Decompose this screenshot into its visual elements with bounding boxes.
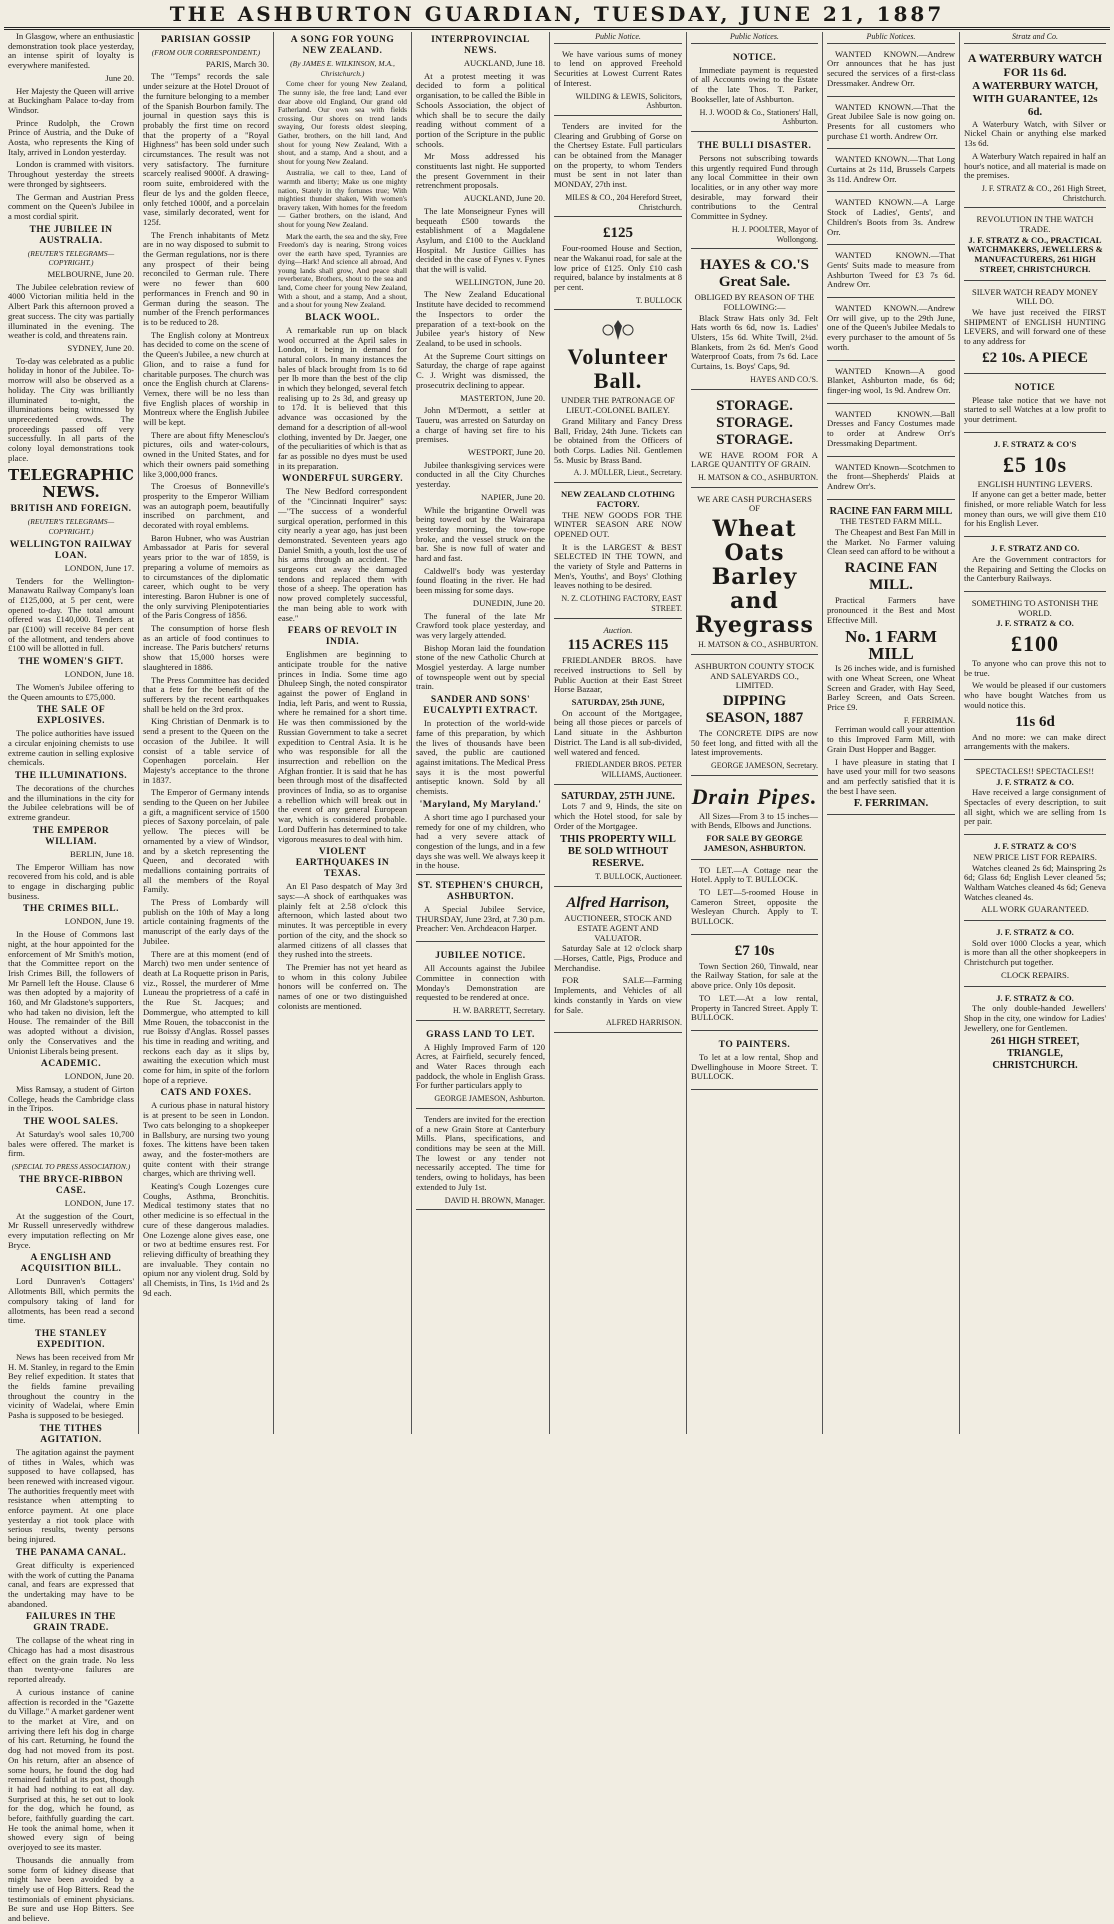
headline: THE WOMEN'S GIFT. <box>18 657 124 668</box>
price: £5 10s <box>1002 451 1068 477</box>
ad-title: DIPPING SEASON, 1887 <box>705 692 804 726</box>
ad-text: WANTED KNOWN.—That the Great Jubilee Sale is now going on. Presents for all customers who purchase £1 worth. Andrew Orr. <box>827 101 955 141</box>
hinds-ad <box>554 788 682 888</box>
column-8 <box>960 32 1110 1434</box>
article-text: The late Monseigneur Fynes will bequeath £500 towards the establishment of a Magdalene Asylum, and £100 to the Auckland Hospital. Mr Justice Gillies has decided in the case of Fynes v. Fynes that the will is valid. <box>416 205 545 275</box>
ad-text: The only double-handed Jewellers' Shop in the city, one window for Ladies' Jewellery, one for Gentlemen. <box>964 1003 1106 1033</box>
price: £7 10s <box>734 942 775 959</box>
ad-text: TO LET—5-roomed House in Cameron Street, opposite the Wesleyan Church. Apply to T. BULLOCK. <box>691 886 818 927</box>
ad-text: I have pleasure in stating that I have used your mill for two seasons and am perfectly satisfied that it is the best I have seen. <box>827 756 955 796</box>
article-text: Bishop Moran laid the foundation stone of the new Catholic Church at Mosgiel yesterday. A large number of townspeople went out by special train. <box>416 642 545 692</box>
ad-text: Are the Government contractors for the Repairing and Setting the Clocks on the Canterbury Railways. <box>964 553 1106 584</box>
auction-date: SATURDAY, 25th JUNE, <box>571 697 665 708</box>
dateline: LONDON, June 20. <box>64 1071 134 1082</box>
dateline: LONDON, June 18. <box>64 669 134 680</box>
column-6 <box>687 32 823 1434</box>
ad-title: RACINE FAN FARM MILL <box>829 505 953 517</box>
ad-text: Black Straw Hats only 3d. Felt Hats worth 6s 6d, now 1s. Ladies' Ulsters, 15s 6d. White Twill, 2¼d. Blankets, from 2s 6d. Men's Good Waterproof Coats, from 7s 6d. Lace Curtains, 1s. Boys' Caps, 9d. <box>691 312 818 372</box>
ad-title: Alfred Harrison, <box>566 895 670 912</box>
ad-text: TO LET.—At a low rental, Property in Tancred Street. Apply T. BULLOCK. <box>691 992 818 1023</box>
article-text: The decorations of the churches and the illuminations in the city for the Jubilee celebrations will be of extreme grandeur. <box>8 783 134 823</box>
signature: GEORGE JAMESON, Ashburton. <box>434 1094 545 1104</box>
ad-title: HAYES & CO.'S Great Sale. <box>699 257 810 291</box>
racine-ad <box>827 503 955 815</box>
headline: PARISIAN GOSSIP <box>161 35 251 45</box>
price: £125 <box>603 225 633 242</box>
ad-text: Saturday Sale at 12 o'clock sharp —Horses, Cattle, Pigs, Produce and Merchandise. <box>554 943 682 973</box>
article-text: The Jubilee celebration review of 4000 Victorian militia held in the Albert Park this afternoon proved a great success. The city was partially illuminated in the evening. The weather is cold, and threatens rain. <box>8 281 134 341</box>
section-subtitle: BRITISH AND FOREIGN. <box>10 504 132 515</box>
ad-title: J. F. STRATZ & CO. <box>996 618 1074 629</box>
ad-subtitle: NEW PRICE LIST FOR REPAIRS. <box>973 851 1097 862</box>
wanted-ad <box>827 248 955 298</box>
ad-text: Please take notice that we have not started to sell Watches at a low profit to your detriment. <box>964 394 1106 425</box>
repairs-ad <box>964 838 1106 921</box>
signature: F. FERRIMAN. <box>853 797 929 810</box>
ad-title: NEW ZEALAND CLOTHING FACTORY. <box>561 489 675 509</box>
ad-text: FRIEDLANDER BROS. have received instructions to Sell by Public Auction at their East Street Horse Bazaar, <box>554 655 682 695</box>
ad-text: Four-roomed House and Section, near the Wakanui road, for sale at the low price of £125. Only £10 cash required, balance by instalments at 8 per cent. <box>554 243 682 293</box>
ad-text: Have received a large consignment of Spectacles of every description, to suit all sight, which we are selling from 1s per pair. <box>964 787 1106 827</box>
article-text: In the House of Commons last night, at the hour appointed for the enforcement of Mr Smith's motion, that the Committee report on the Irish Crimes Bill, the followers of Mr Parnell left the House. Clause 6 was then adopted by a majority of 160, and Mr Gladstone's supporters, who had taken no division, left the House. The remainder of the Bill was adopted without a division, only the Conservatives and the Unionist Liberals being present. <box>8 929 134 1056</box>
bulli-ad <box>691 135 818 249</box>
ad-title: J. F. STRATZ & CO'S <box>993 841 1077 852</box>
dateline: LONDON, June 19. <box>64 916 134 927</box>
article-text: At the suggestion of the Court, Mr Russell unreservedly withdrew every imputation reflecting on Mr Bryce. <box>8 1210 134 1250</box>
headline: VIOLENT EARTHQUAKES IN TEXAS. <box>295 847 390 880</box>
headline: THE JUBILEE IN AUSTRALIA. <box>29 224 113 246</box>
article-text: Prince Rudolph, the Crown Prince of Austria, and the Duke of Aosta, who represents the King of Italy, arrived in London yesterday. <box>8 117 134 157</box>
article-text: Tenders for the Wellington-Manawatu Railway Company's loan of £125,000, at 5 per cent, were opened to-day. The total amount offered was £140,000. Tenders at par (£100) will receive 84 per cent of the allotment, and tenders above £100 will be allotted in full. <box>8 575 134 654</box>
ad-text: Ferriman would call your attention to this Improved Farm Mill, with Grain Dust Hopper and Bagger. <box>827 724 955 754</box>
article-text: The Press of Lombardy will publish on the 10th of May a long article containing fragments of the manuscript of the early days of the Jubilee. <box>143 897 269 946</box>
grain-ad <box>691 491 818 655</box>
dateline: AUCKLAND, June 20. <box>463 193 545 204</box>
ad-text: To let at a low rental, Shop and Dwellinghouse in Moore Street. T. BULLOCK. <box>691 1051 818 1082</box>
ad-title: J. F. STRATZ & CO. <box>996 992 1074 1003</box>
article-text: Her Majesty the Queen will arrive at Buckingham Palace to-day from Windsor. <box>8 85 134 115</box>
ad-text: Is 26 inches wide, and is furnished with one Wheat Screen, one Wheat Screen and Grader, with Hay Seed, Barley Screen, and Oats Screen. Price £9. <box>827 663 955 713</box>
article-text: Mr Moss addressed his constituents last night. He supported the present Government in their retrenchment proposals. <box>416 151 545 191</box>
signature: J. F. STRATZ & CO., 261 High Street, Christchurch. <box>981 183 1106 203</box>
article-text: The Press Committee has decided that a fete for the benefit of the sufferers by the recent earthquakes shall be held on the 3rd prox. <box>143 674 269 714</box>
jubilee-notice <box>416 945 545 1021</box>
headline: FAILURES IN THE GRAIN TRADE. <box>25 1612 117 1634</box>
ad-text: FOR SALE—Farming Implements, and Vehicles of all kinds constantly in Yards on view for Sale. <box>554 975 682 1015</box>
signature: FOR SALE BY GEORGE JAMESON, ASHBURTON. <box>703 833 806 853</box>
article-text: In Glasgow, where an enthusiastic demonstration took place yesterday, an intense spirit of loyalty is everywhere manifested. <box>8 31 134 71</box>
article-text: Jubilee thanksgiving services were conducted in all the City Churches yesterday. <box>416 459 545 490</box>
column-heading: Stratz and Co. <box>964 32 1106 44</box>
headline: THE TITHES AGITATION. <box>39 1423 103 1445</box>
column-7 <box>823 32 960 1434</box>
headline: THE STANLEY EXPEDITION. <box>34 1328 108 1350</box>
headline: THE SALE OF EXPLOSIVES. <box>36 705 106 727</box>
price: £100 <box>1011 631 1059 657</box>
ad-title: J. F. STRATZ & CO'S <box>993 438 1077 449</box>
article-text: A curious phase in natural history is at present to be seen in London. Two cats belonging to a shopkeeper in Ballsbury, are nursing two young foxes. The kittens have been taken away, and the foster-mothers are quite content with their strange charges, which are thriving well. <box>143 1100 269 1179</box>
ad-title: J. F. STRATZ AND CO. <box>990 543 1080 554</box>
ad-text: A Waterbury Watch repaired in half an hour's notice, and all material is made on the premises. <box>964 150 1106 181</box>
headline: GRASS LAND TO LET. <box>426 1029 535 1040</box>
headline: ST. STEPHEN'S CHURCH, ASHBURTON. <box>417 881 544 903</box>
acres-title: 115 ACRES 115 <box>567 637 669 654</box>
loan-ad <box>554 47 682 116</box>
notice-ad <box>964 377 1106 433</box>
headline: THE PANAMA CANAL. <box>15 1547 127 1558</box>
grass-notice <box>416 1024 545 1109</box>
ad-title: Wheat Oats Barley and Ryegrass <box>695 516 814 639</box>
ad-text: WANTED KNOWN.—Andrew Orr announces that he has just secured the services of a first-class Dressmaker. Andrew Orr. <box>827 48 955 88</box>
poem-stanza: Come cheer for young New Zealand, The sunny isle, the free land; Land ever dear above old England, Our grand old Fatherland. Our own sea with fields crossing, Our shores on trend lands swaying, Our forests oldest sleeping, Gather, brothers, on the hill land, And shout for young New Zealand, With a shout, and a stamp, And a shout, and a shout for young New Zealand. <box>278 79 407 166</box>
headline: THE CRIMES BILL. <box>23 904 119 915</box>
notice-text: A Highly Improved Farm of 120 Acres, at Fairfield, securely fenced, and Water Races through each paddock, the whole in English Grass. For further particulars apply to <box>416 1041 545 1091</box>
article-text: Englishmen are beginning to anticipate trouble for the native princes in India. Some time ago Dhuleep Singh, the noted conspirator against the power of England in India, left Paris, and went to Russia, where he remained for a short time. He was then commissioned by the Russian Government to take a secret expedition to Central Asia. It is he who was responsible for all the insurrection and rebellion on the Afghan frontier. It is said that he has been through most of the disaffected provinces of India, so as to organise a rebellion which will break out in the event of any general European war, which is considered probable. Lord Dufferin has determined to take vigorous measures to deal with him. <box>278 649 407 844</box>
headline: THE EMPEROR WILLIAM. <box>32 825 110 847</box>
wanted-ad <box>827 301 955 361</box>
byline: (FROM OUR CORRESPONDENT.) <box>151 48 261 57</box>
headline: BLACK WOOL. <box>305 312 380 323</box>
article-text: The funeral of the late Mr Crawford took place yesterday, and was very largely attended. <box>416 610 545 640</box>
wanted-ad <box>827 152 955 192</box>
ad-title: A WATERBURY WATCH FOR 11s 6d. <box>967 50 1103 79</box>
headline: THE BULLI DISASTER. <box>697 140 812 151</box>
ad-subtitle: UNDER THE PATRONAGE OF LIEUT.-COLONEL BAILEY. <box>561 395 675 416</box>
article-text: At the Supreme Court sittings on Saturday, the charge of rape against C. J. Wright was dismissed, the prosecutrix declining to appear. <box>416 350 545 390</box>
notice-text: A Special Jubilee Service, THURSDAY, June 23rd, at 7.30 p.m. Preacher: Ven. Archdeacon Harper. <box>416 904 545 934</box>
signature: DAVID H. BROWN, Manager. <box>444 1195 545 1205</box>
wanted-ad <box>827 407 955 457</box>
article-text: The police authorities have issued a circular enjoining chemists to use extreme caution in selling explosive chemicals. <box>8 728 134 768</box>
poem-stanza: Mark the earth, the sea and the sky, Free Freedom's day is nearing, Strong voices over the earth have sped, Tyrannies are dying—Hark! And science all abroad, And young lands shall grow, And peace shall reverberate, Brothers, shout to the sea and land, Come cheer for young New Zealand, With a shout, and a stamp, And a shout, and a shout for young New Zealand. <box>278 231 407 310</box>
dateline: PARIS, March 30. <box>205 58 269 69</box>
ad-text: WANTED KNOWN.—Andrew Orr will give, up to the 29th June, one of the Queen's Jubilee Medals to every purchaser to the amount of 5s worth. <box>827 303 955 352</box>
byline: (By JAMES E. WILKINSON, M.A., Christchurch.) <box>290 59 395 78</box>
signature: MILES & CO., 204 Hereford Street, Christchurch. <box>565 192 682 212</box>
column-3 <box>274 32 412 1434</box>
article-text: There are at this moment (end of March) two men under sentence of death at La Roquette prison in Paris, viz., Rossel, the murderer of Mme Luneau the proprietress of a café in the Rue St. Jacques; and Dommergue, who attempted to kill Mme Rouen, the tobacconist in the rue Boissy d'Anglas. Rossel passes his time in reading and writing, and reckons each day as it slips by, awaiting the execution which must come for him, in spite of the forlorn hope of a reprieve. <box>143 948 269 1085</box>
ad-text: Tenders are invited for the Clearing and Grubbing of Gorse on the Chertsey Estate. Full particulars can be obtained from the Manager on the property, to whom Tenders must be sent in not later than MONDAY, 27th inst. <box>554 120 682 190</box>
copyright-line: (REUTER'S TELEGRAMS—COPYRIGHT.) <box>27 248 115 268</box>
tenders-notice <box>416 1112 545 1210</box>
hayes-ad <box>691 252 818 389</box>
notice-ad <box>691 47 818 132</box>
ad-title: No. 1 FARM MILL <box>845 627 937 664</box>
signature: H. W. BARRETT, Secretary. <box>453 1005 545 1015</box>
article-text: A short time ago I purchased your remedy for one of my children, who had a very severe attack of congestion of the lungs, and in a few days she was well. We always keep it in the house. <box>416 811 545 871</box>
article-text: The German and Austrian Press comment on the Queen's Jubilee in a most cordial spirit. <box>8 191 134 221</box>
ad-emphasis: THIS PROPERTY WILL BE SOLD WITHOUT RESERVE. <box>560 834 676 870</box>
ad-text: Immediate payment is requested of all Accounts owing to the Estate of the late Thos. T. Parker, Bookseller, late of Ashburton. <box>691 64 818 104</box>
ad-subtitle: WE ARE CASH PURCHASERS OF <box>697 493 812 514</box>
article-text: John M'Dermott, a settler at Taueru, was arrested on Saturday on a charge of having set fire to his premises. <box>416 405 545 445</box>
signature: WILDING & LEWIS, Solicitors, Ashburton. <box>575 91 682 111</box>
article-text: The collapse of the wheat ring in Chicago has had a most disastrous effect on the grain trade. No less than twenty-one failures are reported already. <box>8 1635 134 1685</box>
article-text: While the brigantine Orwell was being towed out by the Wairarapa yesterday morning, the tow-rope broke, and the vessel struck on the bar. She is now full of water and hard and fast. <box>416 504 545 564</box>
signature: N. Z. CLOTHING FACTORY, EAST STREET. <box>561 594 682 613</box>
article-text: At a protest meeting it was decided to form a political organisation, to be called the Bible in Schools Association, the object of which shall be to secure the daily reading without comment of a portion of the Scripture in the public schools. <box>416 70 545 149</box>
dateline: NAPIER, June 20. <box>481 491 545 502</box>
ad-title: J. F. STRATZ & CO., PRACTICAL WATCHMAKERS, JEWELLERS & MANUFACTURERS, 261 HIGH STREET, CHRISTCHURCH. <box>967 234 1103 274</box>
article-text: The Emperor of Germany intends sending to the Queen on her Jubilee a gift, a magnificent service of 1500 pieces of Saxony porcelain, of pale yellow. The pieces will be ornamented by a view of Windsor, and by a sketch representing the Queen, and decorated with medallions containing portraits of all the members of the Royal Family. <box>143 787 269 895</box>
tenders-ad <box>554 119 682 217</box>
article-text: The French inhabitants of Metz are in no way disposed to submit to the German regulations, nor is there any prospect of their being reconciled to German rule. There were no fewer than 600 performances in French and 90 in German during the season. The number of the French performances is to be reduced to 28. <box>143 229 269 327</box>
signature: ALFRED HARRISON. <box>605 1018 682 1028</box>
ad-subtitle: THE TESTED FARM MILL. <box>840 516 942 527</box>
wanted-ad <box>827 195 955 245</box>
dateline: WESTPORT, June 20. <box>467 447 545 458</box>
signature: T. BULLOCK, Auctioneer. <box>595 872 682 882</box>
ad-title: SATURDAY, 25TH JUNE. <box>561 790 675 802</box>
article-text: Miss Ramsay, a student of Girton College, heads the Cambridge class in the Tripos. <box>8 1083 134 1114</box>
ad-text: Watches cleaned 2s 6d; Mainspring 2s 6d; Glass 6d; English Lever cleaned 5s; Waltham Watches cleaned 4s 6d; Geneva Watches cleaned 4s. <box>964 862 1106 902</box>
headline: JUBILEE NOTICE. <box>435 951 526 962</box>
column-heading: Public Notices. <box>827 32 955 44</box>
article-text: To-day was celebrated as a public holiday in honor of the Jubilee. To-morrow will also be observed as a holiday. The City was brilliantly illuminated to-night, the illuminations being witnessed by unprecedented crowds. The proceedings passed off very successfully. In all parts of the colony loyal demonstrations took place. <box>8 355 134 463</box>
ad-subtitle: ASHBURTON COUNTY STOCK AND SALEYARDS CO., LIMITED. <box>694 660 815 691</box>
article-text: At Saturday's wool sales 10,700 bales were offered. The market is firm. <box>8 1129 134 1159</box>
column-2 <box>139 32 274 1434</box>
ad-text: On account of the Mortgagee, being all those pieces or parcels of Land situate in the Ashburton District. The Land is all sub-divided, well watered and fenced. <box>554 707 682 757</box>
article-text: Lord Dunraven's Cottagers' Allotments Bill, which permits the compulsory taking of land for allotments, has been read a second time. <box>8 1276 134 1326</box>
ad-text: Persons not subscribing towards this urgently required Fund through any local Committee in their own localities, or in any other way more desirable, may forward their contributions to the Central Committee in Sydney. <box>691 152 818 222</box>
headline: THE BRYCE-RIBBON CASE. <box>18 1174 123 1196</box>
article-text: Baron Hubner, who was Austrian Ambassador at Paris for several years prior to the war of 1859, is preparing a volume of memoirs as to circumstances of the diplomatic career, which ought to be very interesting. Baron Hubner is one of the only surviving Plenipotentiaries of the Paris Congress of 1856. <box>143 532 269 621</box>
headline: WONDERFUL SURGERY. <box>281 474 404 485</box>
masthead-rule-2 <box>4 29 1110 30</box>
dateline: LONDON, June 17. <box>64 1197 134 1208</box>
revolution-ad <box>964 211 1106 280</box>
article-text: There are about fifty Menesclou's pictures, oils and water-colours, owned in the United States, and for which their owners paid something like 3,000,000 francs. <box>143 429 269 479</box>
ad-text: WANTED Known—Scotchmen to the front—Shepherds' Plaids at Andrew Orr's. <box>827 461 955 491</box>
article-text: Caldwell's body was yesterday found floating in the river. He had been missing for some days. <box>416 565 545 596</box>
headline: FEARS OF REVOLT IN INDIA. <box>287 626 398 648</box>
article-text: The English colony at Montreux has decided to come on the scene of the Queen's Jubilee, a new church at Glion, and to raise a fund for charitable purposes. The church was once the English church at Clarens-Vernex, there will be no less than five English places of worship in Montreux where the English Jubilee will be kept. <box>143 329 269 428</box>
painters-ad <box>691 1034 818 1090</box>
article-text: Keating's Cough Lozenges cure Coughs, Asthma, Bronchitis. Medical testimony states that no other medicine is so effectual in the cure of these dangerous maladies. One Lozenge alone gives ease, one or two at bedtime ensures rest. For relieving difficulty of breathing they are invaluable. They contain no opium nor any violent drug. Sold by all Chemists, in Tins, 1s 1½d and 2s 9d each. <box>143 1181 269 1298</box>
signature: H. J. WOOD & Co., Stationers' Hall, Ashburton. <box>699 107 818 127</box>
article-text: London is crammed with visitors. Throughout yesterday the streets were thronged by sightseers. <box>8 159 134 189</box>
signature: T. BULLOCK <box>635 295 682 305</box>
church-notice <box>416 874 545 942</box>
column-1 <box>4 31 139 1924</box>
ad-text: WANTED KNOWN.—Ball Dresses and Fancy Costumes made to order at Andrew Orr's Dressmaking Department. <box>827 408 955 448</box>
ad-subtitle: SPECTACLES!! SPECTACLES!! <box>975 765 1095 776</box>
ad-subtitle: CLOCK REPAIRS. <box>1001 969 1069 980</box>
article-text: A curious instance of canine affection is recorded in the "Gazette du Village." A market gardener went to the market at Vire, and on arriving there left his dog in charge of his cart. Returning, he found the dog had not moved from its post. On his return, after an absence of some hours, he found the dog had remained faithful at its post, though it had had nothing to eat all day. Surprised at this, he set out to look for the dog, which he found, as before, faithfully guarding the cart. He took the animal home, when it showed every sign of being overjoyed to see its master. <box>8 1686 134 1853</box>
ad-subtitle: SOMETHING TO ASTONISH THE WORLD. <box>971 597 1099 618</box>
ad-text: Practical Farmers have pronounced it the Best and Most Effective Mill. <box>827 595 955 625</box>
ad-text: We have various sums of money to lend on approved Freehold Securities at Lowest Current Rates of Interest. <box>554 48 682 88</box>
ad-title: STORAGE. STORAGE. STORAGE. <box>716 397 793 448</box>
dateline: WELLINGTON, June 20. <box>455 276 545 287</box>
article-text: The New Zealand Educational Institute have decided to recommend the Inspectors to order the preparation of a text-book on the Jubilee year's history of New Zealand, to be used in schools. <box>416 289 545 348</box>
column-heading: Public Notice. <box>554 32 682 44</box>
ad-subtitle: ALL WORK GUARANTEED. <box>981 904 1089 915</box>
ad-title: J. F. STRATZ & CO. <box>996 776 1074 787</box>
ad-subtitle: ENGLISH HUNTING LEVERS. <box>977 478 1093 489</box>
ad-text: Grand Military and Fancy Dress Ball, Friday, 24th June. Tickets can be obtained from the Officers of both Corps. Ladies Nil. Gentlemen 5s. Music by Brass Band. <box>554 415 682 465</box>
ad-subtitle: SILVER WATCH READY MONEY WILL DO. <box>972 286 1098 307</box>
signature: H. J. POOLTER, Mayor of Wollongong. <box>731 224 818 244</box>
ad-text: The CONCRETE DIPS are now 50 feet long, and fitted with all the latest improvements. <box>691 727 818 758</box>
dateline: SYDNEY, June 20. <box>67 342 134 353</box>
notice-text: Tenders are invited for the erection of a new Grain Store at Canterbury Mills. Plans, specifications, and conditions may be seen at the Mill. The lowest or any tender not necessarily accepted. The time for tenders, owing to holidays, has been extended to July 1st. <box>416 1113 545 1192</box>
ad-subtitle: REVOLUTION IN THE WATCH TRADE. <box>976 214 1094 235</box>
dateline: MELBOURNE, June 20. <box>47 269 134 280</box>
signature: A. J. MÜLLER, Lieut., Secretary. <box>573 468 682 478</box>
ad-title: Auction. <box>603 624 633 635</box>
ad-text: WANTED KNOWN.—That Gents' Suits made to measure from Ashburton Tweed for £3 7s 6d. Andrew Orr. <box>827 250 955 290</box>
ball-ad <box>554 313 682 483</box>
storage-ad <box>691 393 818 488</box>
ad-title: J. F. STRATZ & CO. <box>996 927 1074 938</box>
headline: THE ILLUMINATIONS. <box>14 771 128 782</box>
article-text: The Croesus of Bonneville's prosperity to the Emperor William was an autograph poem, beautifully inscribed on parchment, and decorated with royal emblems. <box>143 481 269 531</box>
article-text: News has been received from Mr H. M. Stanley, in regard to the Emin Bey relief expedition. It states that the fields famine prevailing throughout the country in the vicinity of Wadelai, where Emin Pasha is supposed to be besieged. <box>8 1351 134 1421</box>
ad-text: Sold over 1000 Clocks a year, which is more than all the other shopkeepers in Christchurch put together. <box>964 937 1106 968</box>
ad-title: RACINE FAN MILL. <box>844 560 938 594</box>
ad-text: WE HAVE ROOM FOR A LARGE QUANTITY OF GRAIN. <box>691 449 818 470</box>
ad-text: WANTED Known—A good Blanket, Ashburton made, 6s 6d; finger-ing wool, 1s 9d. Andrew Orr. <box>827 365 955 395</box>
drain-ad <box>691 779 818 860</box>
dateline: DUNEDIN, June 20. <box>472 597 545 608</box>
notice-text: All Accounts against the Jubilee Committee in connection with Monday's Demonstration are requested to be rendered at once. <box>416 963 545 1003</box>
astonish-ad <box>964 595 1106 760</box>
ad-subtitle: AUCTIONEER, STOCK AND ESTATE AGENT AND VALUATOR. <box>564 913 672 943</box>
dateline: June 20. <box>105 72 134 83</box>
ad-text: Town Section 260, Tinwald, near the Railway Station, for sale at the above price. Only 10s deposit. <box>691 960 818 991</box>
column-4 <box>412 32 550 1434</box>
signature: F. FERRIMAN. <box>903 715 955 725</box>
ad-title: A WATERBURY WATCH, WITH GUARANTEE, 12s 6d. <box>972 79 1098 118</box>
ad-text: WANTED KNOWN.—A Large Stock of Ladies', Gents', and Children's Boots from 3s. Andrew Orr. <box>827 197 955 237</box>
signature: GEORGE JAMESON, Secretary. <box>710 761 818 771</box>
ad-text: If anyone can get a better made, better finished, or more reliable Watch for less money than ours, we will give them £10 for his English Lever. <box>964 489 1106 529</box>
dateline: AUCKLAND, June 18. <box>463 58 545 68</box>
price: 11s 6d <box>1015 713 1055 730</box>
article-text: The Premier has not yet heard as to whom in this colony Jubilee honors will be conferred on. The names of one or two distinguished colonists are mentioned. <box>278 961 407 1011</box>
article-text: King Christian of Denmark is to send a present to the Queen on the occasion of the Jubilee. It will consist of a table service of Copenhagen porcelain. Her Majesty's acceptance to the throne in 1837. <box>143 716 269 785</box>
article-text: Great difficulty is experienced with the work of cutting the Panama canal, and fears are expressed that the undertaking may have to be abandoned. <box>8 1559 134 1609</box>
ad-text: WANTED KNOWN.—That Long Curtains at 2s 11d, Brussels Carpets 3s 11d. Andrew Orr. <box>827 154 955 184</box>
royal-crest-icon <box>598 318 638 342</box>
copyright-line: (REUTER'S TELEGRAMS—COPYRIGHT.) <box>27 517 115 537</box>
ad-text: We would be pleased if our customers who have bought Watches from us would notice this. <box>964 680 1106 710</box>
article-text: The New Bedford correspondent of the "Cincinnati Inquirer" says:—"The success of a wonderful surgical operation, performed in this city nearly a year ago, has just been demonstrated. Seventeen years ago Daniel Smith, a youth, lost the use of his arms through an accident. The surgeons cut away the damaged tendons and replaced them with those of a sheep. The operation has now proved completely successful, the man being able to work with ease." <box>278 486 407 623</box>
contract-ad <box>964 540 1106 592</box>
dipping-ad <box>691 658 818 776</box>
signature: H. MATSON & CO., ASHBURTON. <box>698 472 818 482</box>
tolet-ad <box>691 863 818 935</box>
article-text: The "Temps" records the sale under seizure at the Hotel Drouot of the furniture belonging to a member of the Spanish Bourbon family. The journal in question says this is probably the first time on record that the property of a "Royal Highness" has been sold under such circumstances. The result was not very satisfactory. The furniture scarcely realised 9000f. A drawing-room suite, embroidered with the fleur de lys and the golden fleece, only fetched 1000f, and a porcelain vase, similarly decorated, went for 125f. <box>143 71 269 227</box>
signature: H. MATSON & CO., ASHBURTON. <box>698 640 818 650</box>
ad-subtitle: OBLIGED BY REASON OF THE FOLLOWING:— <box>694 292 815 312</box>
masthead: THE ASHBURTON GUARDIAN, TUESDAY, JUNE 21, 1887 <box>169 2 945 26</box>
poem-stanza: Australia, we call to thee, Land of warmth and liberty; Make us one mighty nation, Stately in thy fortunes true; With mightiest thunder shaken, With women's bravery taken, With homes for the freedom — Gather brothers, on the island, And shout for young New Zealand. <box>278 168 407 229</box>
wanted-ad <box>827 100 955 150</box>
article-text: Thousands die annually from some form of kidney disease that might have been avoided by a timely use of Hop Bitters. Read the testimonials of eminent physicians. Be sure and use Hop Bitters. See and believe. <box>8 1854 134 1924</box>
ad-text: To anyone who can prove this not to be true. <box>964 658 1106 678</box>
dateline: BERLIN, June 18. <box>70 848 134 859</box>
article-text: The Emperor William has now recovered from his cold, and is able to engage in discharging public business. <box>8 861 134 901</box>
column-heading: Public Notices. <box>691 32 818 44</box>
house-ad <box>554 220 682 310</box>
headline: NOTICE <box>1014 382 1056 393</box>
address: 261 HIGH STREET, TRIANGLE, CHRISTCHURCH. <box>990 1036 1080 1072</box>
shop-ad <box>964 990 1106 1078</box>
section-sale-ad <box>691 938 818 1031</box>
headline: THE WOOL SALES. <box>23 1117 119 1128</box>
ad-text: It is the LARGEST & BEST SELECTED IN THE TOWN, and the variety of Style and Patterns in Men's, Youths', and Boys' Clothing leaves nothing to be desired. <box>554 541 682 591</box>
section-title: TELEGRAPHIC NEWS. <box>8 466 134 502</box>
hunting-levers-ad <box>964 436 1106 537</box>
clothing-ad <box>554 486 682 618</box>
ad-title: Drain Pipes. <box>691 783 818 809</box>
headline: WELLINGTON RAILWAY LOAN. <box>9 539 133 561</box>
article-text: In protection of the world-wide fame of this preparation, by which the lives of thousands have been saved, the public are cautioned against imitations. The Medical Press says it is the most powerful antiseptic known. Sold by all chemists. <box>416 718 545 797</box>
signature: FRIEDLANDER BROS. PETER WILLIAMS, Auctioneer. <box>575 760 682 779</box>
headline: TO PAINTERS. <box>718 1039 791 1050</box>
headline: CATS AND FOXES. <box>160 1088 252 1099</box>
columns <box>4 31 1110 1924</box>
article-text: An El Paso despatch of May 3rd says:—A shock of earthquakes was plainly felt at 2.58 o'clock this afternoon, which lasted about two minutes. It was perceptible in every portion of the city, and the shock so alarmed citizens of all classes that they rushed into the streets. <box>278 881 407 960</box>
ad-text: THE NEW GOODS FOR THE WINTER SEASON ARE NOW OPENED OUT. <box>554 509 682 539</box>
ad-text: And no more: we can make direct arrangements with the makers. <box>964 731 1106 752</box>
headline: INTERPROVINCIAL NEWS. <box>431 35 530 56</box>
headline: A ENGLISH AND ACQUISITION BILL. <box>20 1253 122 1275</box>
headline: SANDER AND SONS' EUCALYPTI EXTRACT. <box>423 695 538 717</box>
clocks-ad <box>964 924 1106 987</box>
spectacles-ad <box>964 763 1106 835</box>
ad-text: TO LET.—A Cottage near the Hotel. Apply to T. BULLOCK. <box>691 864 818 885</box>
article-text: The Women's Jubilee offering to the Queen amounts to £75,000. <box>8 681 134 702</box>
ad-text: All Sizes—From 3 to 15 inches—with Bends, Elbows and Junctions. <box>691 810 818 831</box>
auction-ad <box>554 622 682 785</box>
ad-text: Lots 7 and 9, Hinds, the site on which the Hotel stood, for sale by Order of the Mortgagee. <box>554 801 682 831</box>
special-line: (SPECIAL TO PRESS ASSOCIATION.) <box>11 1162 131 1172</box>
wanted-ad <box>827 460 955 500</box>
article-text: The agitation against the payment of tithes in Wales, which was supposed to have collapsed, has been renewed with increased vigour. The authorities frequently meet with resistance when attempting to enforce payment. At one place yesterday a riot took place with serious results, twenty persons being injured. <box>8 1446 134 1545</box>
ad-text: We have just received the FIRST SHIPMENT of ENGLISH HUNTING LEVERS, and will forward one of these to any address for <box>964 306 1106 347</box>
ad-title: Volunteer Ball. <box>567 344 669 394</box>
signature: HAYES AND CO.'S. <box>750 374 818 384</box>
wanted-ad <box>827 364 955 404</box>
headline: 'Maryland, My Maryland.' <box>419 799 542 810</box>
headline: A SONG FOR YOUNG NEW ZEALAND. <box>290 35 395 56</box>
article-text: The consumption of horse flesh as an article of food continues to increase. The Paris butchers' returns show that 15,000 horses were slaughtered in 1886. <box>143 623 269 672</box>
levers-ad <box>964 284 1106 374</box>
price: £2 10s. A PIECE <box>982 349 1088 366</box>
headline: NOTICE. <box>732 52 777 63</box>
headline: ACADEMIC. <box>40 1059 102 1070</box>
column-5 <box>550 32 687 1434</box>
dateline: MASTERTON, June 20. <box>460 392 545 403</box>
article-text: A remarkable run up on black wool occurred at the April sales in London, it being in demand for natural colors. In many instances the bales of black brought from 1s to 6d per lb more than the best of the clip in which they belonged, several fetch realising up to 2s 3d, and greasy up to 17d. It is believed that this advance was occasioned by the demand for a description of all-wool clothing, invented by Dr. Jaeger, one of the peculiarities of which is that as far as possible no dyes must be used in its preparation. <box>278 324 407 471</box>
harrison-ad <box>554 890 682 1033</box>
masthead-rule <box>4 27 1110 28</box>
watch-ad <box>964 47 1106 209</box>
ad-text: The Cheapest and Best Fan Mill in the Market. No Farmer valuing Clean seed can afford to be without a <box>827 527 955 557</box>
wanted-ad <box>827 47 955 97</box>
dateline: LONDON, June 17. <box>64 562 134 573</box>
ad-text: A Waterbury Watch, with Silver or Nickel Chain or anything else marked 13s 6d. <box>964 118 1106 149</box>
